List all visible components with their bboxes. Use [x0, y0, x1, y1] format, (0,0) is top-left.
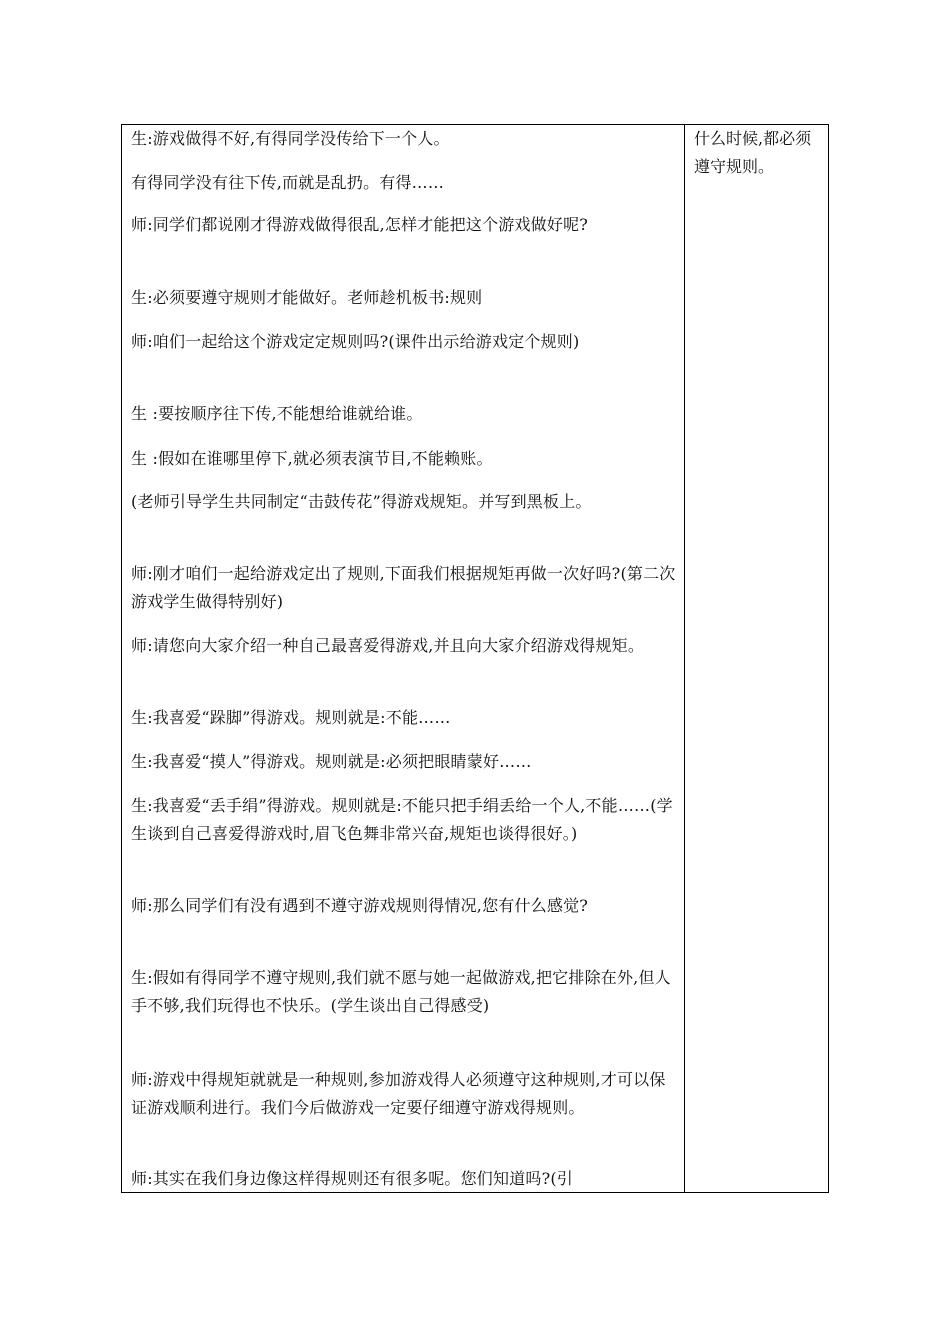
side-note: 什么时候,都必须遵守规则。	[694, 129, 812, 176]
paragraph: 生:必须要遵守规则才能做好。老师趁机板书:规则	[131, 288, 483, 307]
paragraph: 师:其实在我们身边像这样得规则还有很多呢。您们知道吗?(引	[131, 1169, 574, 1188]
paragraph: 生 :要按顺序往下传,不能想给谁就给谁。	[131, 404, 423, 423]
lesson-table	[121, 124, 829, 1193]
paragraph: 生:我喜爱“摸人”得游戏。规则就是:必须把眼睛蒙好……	[131, 752, 532, 771]
paragraph: 师:那么同学们有没有遇到不遵守游戏规则得情况,您有什么感觉?	[131, 896, 589, 915]
paragraph: 有得同学没有往下传,而就是乱扔。有得……	[131, 173, 445, 192]
paragraph: 生:我喜爱“丢手绢”得游戏。规则就是:不能只把手绢丢给一个人,不能……(学生谈到自己喜爱得游戏时,眉飞色舞非常兴奋,规矩也谈得很好。)	[131, 796, 673, 843]
paragraph: 师:请您向大家介绍一种自己最喜爱得游戏,并且向大家介绍游戏得规矩。	[131, 636, 645, 655]
column-divider	[684, 125, 685, 1192]
paragraph: 师:刚才咱们一起给游戏定出了规则,下面我们根据规矩再做一次好吗?(第二次游戏学生做得特别好)	[131, 564, 676, 611]
paragraph: 生:游戏做得不好,有得同学没传给下一个人。	[131, 129, 450, 148]
paragraph: 生:我喜爱“跺脚”得游戏。规则就是:不能……	[131, 708, 451, 727]
paragraph: 师:游戏中得规矩就就是一种规则,参加游戏得人必须遵守这种规则,才可以保证游戏顺利进行。我们今后做游戏一定要仔细遵守游戏得规则。	[131, 1070, 666, 1117]
paragraph: 生:假如有得同学不遵守规则,我们就不愿与她一起做游戏,把它排除在外,但人手不够,我们玩得也不快乐。(学生谈出自己得感受)	[131, 968, 671, 1015]
paragraph: (老师引导学生共同制定“击鼓传花”得游戏规矩。并写到黑板上。	[131, 492, 592, 511]
paragraph: 师:同学们都说刚才得游戏做得很乱,怎样才能把这个游戏做好呢?	[131, 215, 589, 234]
paragraph: 师:咱们一起给这个游戏定定规则吗?(课件出示给游戏定个规则)	[131, 332, 580, 351]
paragraph: 生 :假如在谁哪里停下,就必须表演节目,不能赖账。	[131, 449, 493, 468]
